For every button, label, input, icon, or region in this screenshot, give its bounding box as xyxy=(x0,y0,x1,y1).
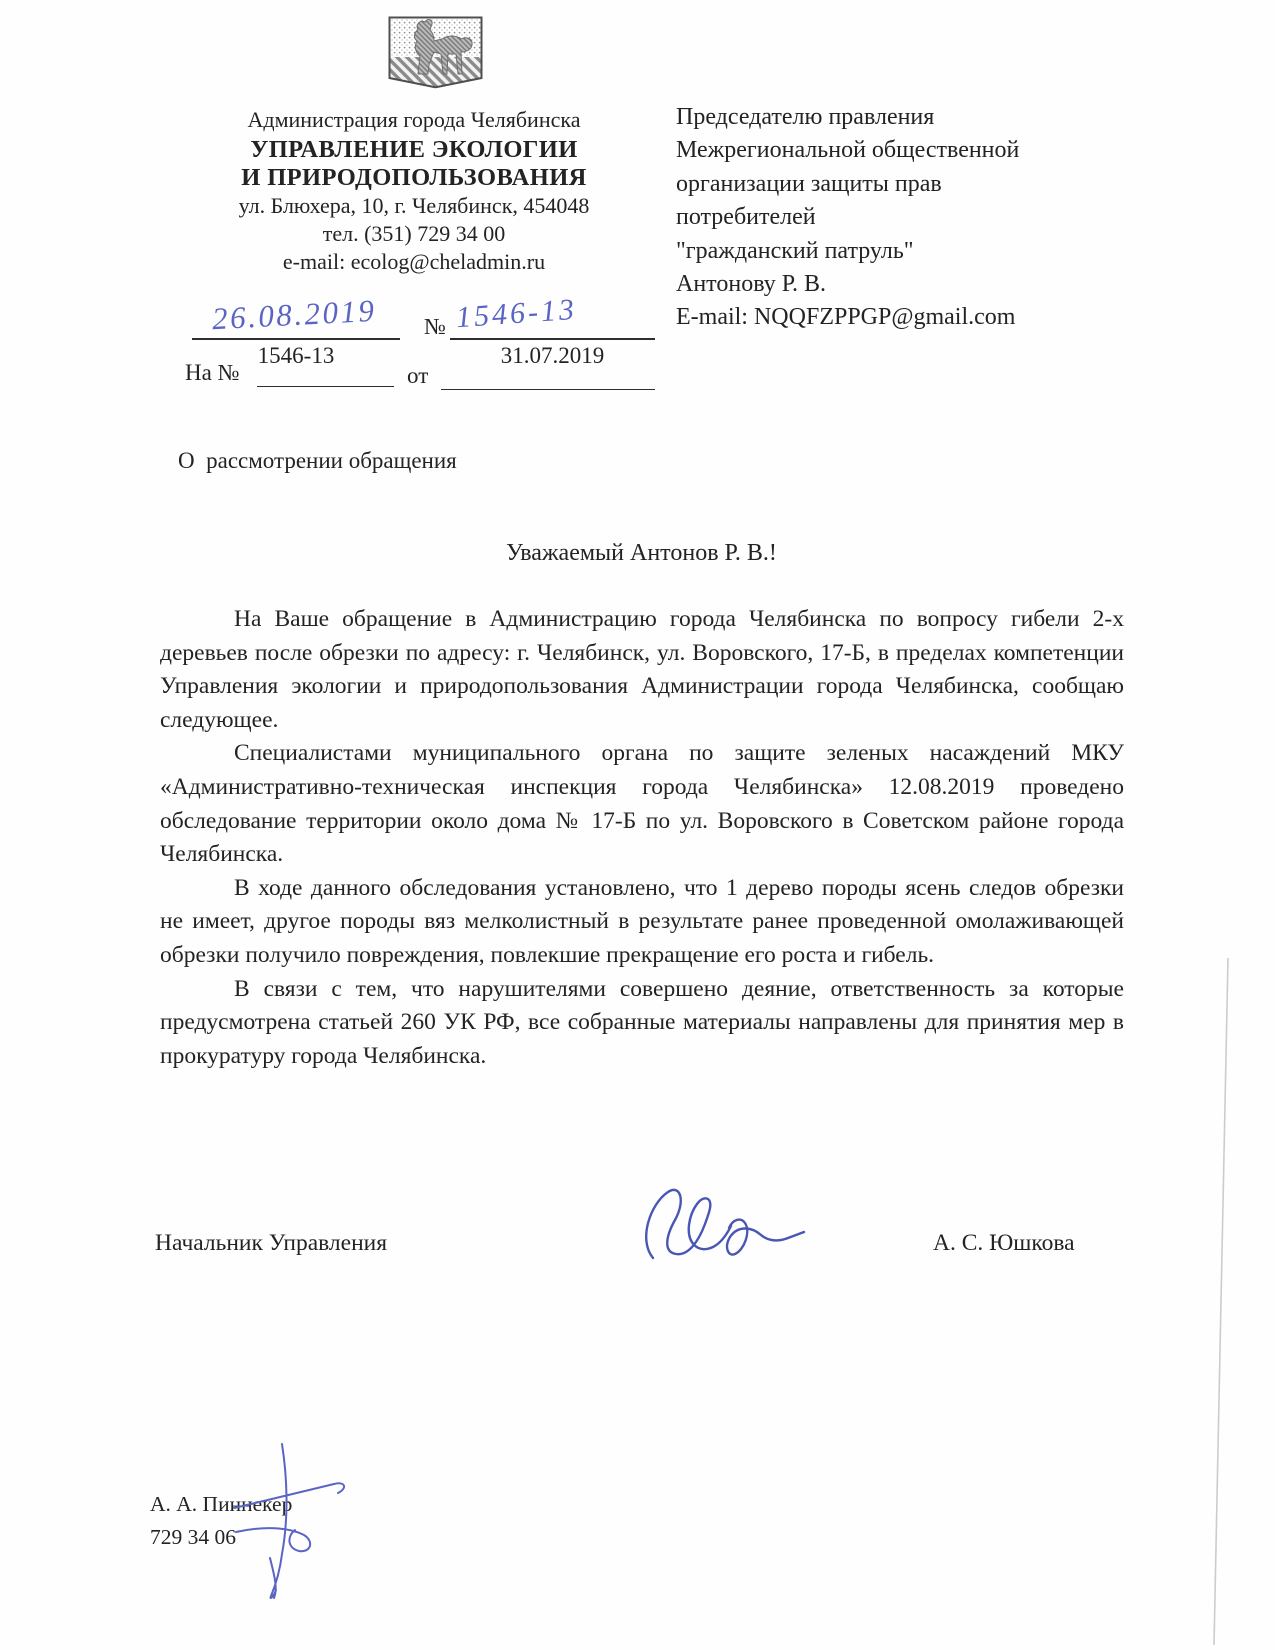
handwritten-outgoing-date: 26.08.2019 xyxy=(211,292,378,337)
org-name-line1: УПРАВЛЕНИЕ ЭКОЛОГИИ xyxy=(250,136,578,163)
signer-name: А. С. Юшкова xyxy=(933,1230,1075,1256)
handwritten-outgoing-number: 1546-13 xyxy=(454,292,578,335)
addressee-line: Межрегиональной общественной xyxy=(676,137,1020,164)
number-underline xyxy=(450,338,655,340)
addressee-line: "гражданский патруль" xyxy=(676,237,914,264)
org-parent-name: Администрация города Челябинска xyxy=(247,107,581,132)
addressee-line: организации защиты прав xyxy=(676,170,942,197)
printed-date-under-number: 31.07.2019 xyxy=(500,343,605,368)
org-address: ул. Блюхера, 10, г. Челябинск, 454048 xyxy=(238,193,590,218)
addressee-line: потребителей xyxy=(676,204,816,231)
date-underline xyxy=(192,338,400,340)
signer-position-title: Начальник Управления xyxy=(155,1230,388,1256)
org-name-line2: И ПРИРОДОПОЛЬЗОВАНИЯ xyxy=(241,164,587,191)
number-sign-label: № xyxy=(424,314,446,339)
addressee-line: Председателю правления xyxy=(676,104,935,130)
addressee-block xyxy=(676,101,1114,335)
executor-phone: 729 34 06 xyxy=(150,1525,236,1549)
body-paragraph: Специалистами муниципального органа по защите зеленых насаждений МКУ «Административно-техническая инспекция города Челябинска» 12.08.2019 проведено обследование территории около дома № 17-Б по ул. Воровского в Советском районе города Челябинска. xyxy=(160,740,1124,868)
reply-number-blank-line xyxy=(257,386,394,387)
body-paragraph: В ходе данного обследования установлено, что 1 дерево породы ясень следов обрезки не имеет, другое породы вяз мелколистный в результате ранее проведенной омолаживающей обрезки получило повреждения, повлекшие прекращение его роста и гибель. xyxy=(160,874,1124,968)
addressee-email: E-mail: NQQFZPPGP@gmail.com xyxy=(676,304,1016,331)
reply-to-number-label: На № xyxy=(185,360,240,385)
pen-scribble-mark xyxy=(230,1438,370,1603)
body-paragraph: На Ваше обращение в Администрацию города Челябинска по вопросу гибели 2-х деревьев после обрезки по адресу: г. Челябинск, ул. Воровского, 17-Б, в пределах компетенции Управления экологии и природопользования Администрации города Челябинска, сообщаю следующее. xyxy=(160,606,1124,733)
coat-of-arms-emblem xyxy=(388,16,483,89)
body-paragraph: В связи с тем, что нарушителями совершено деяние, ответственность за которые предусмотрена статьей 260 УК РФ, все собранные материалы направлены для принятия мер в прокуратуру города Челябинска. xyxy=(160,975,1124,1069)
org-phone: тел. (351) 729 34 00 xyxy=(322,221,506,246)
signature-stroke-icon xyxy=(628,1176,828,1276)
printed-number-under-date: 1546-13 xyxy=(257,343,335,368)
from-date-blank-line xyxy=(441,389,655,390)
letterhead xyxy=(168,106,660,276)
handwritten-signature xyxy=(628,1176,828,1276)
salutation: Уважаемый Антонов Р. В.! xyxy=(506,540,777,566)
letter-subject: О рассмотрении обращения xyxy=(178,448,457,473)
chelyabinsk-coat-of-arms-icon xyxy=(388,16,483,89)
addressee-line: Антонову Р. В. xyxy=(676,271,827,298)
org-email: e-mail: ecolog@cheladmin.ru xyxy=(282,249,546,274)
letter-body xyxy=(160,603,1124,1073)
scan-artifact-line xyxy=(1200,950,1240,1650)
executor-name: А. А. Пиннекер xyxy=(150,1492,293,1516)
from-date-label: от xyxy=(407,363,429,388)
scribble-stroke-icon xyxy=(230,1438,370,1603)
